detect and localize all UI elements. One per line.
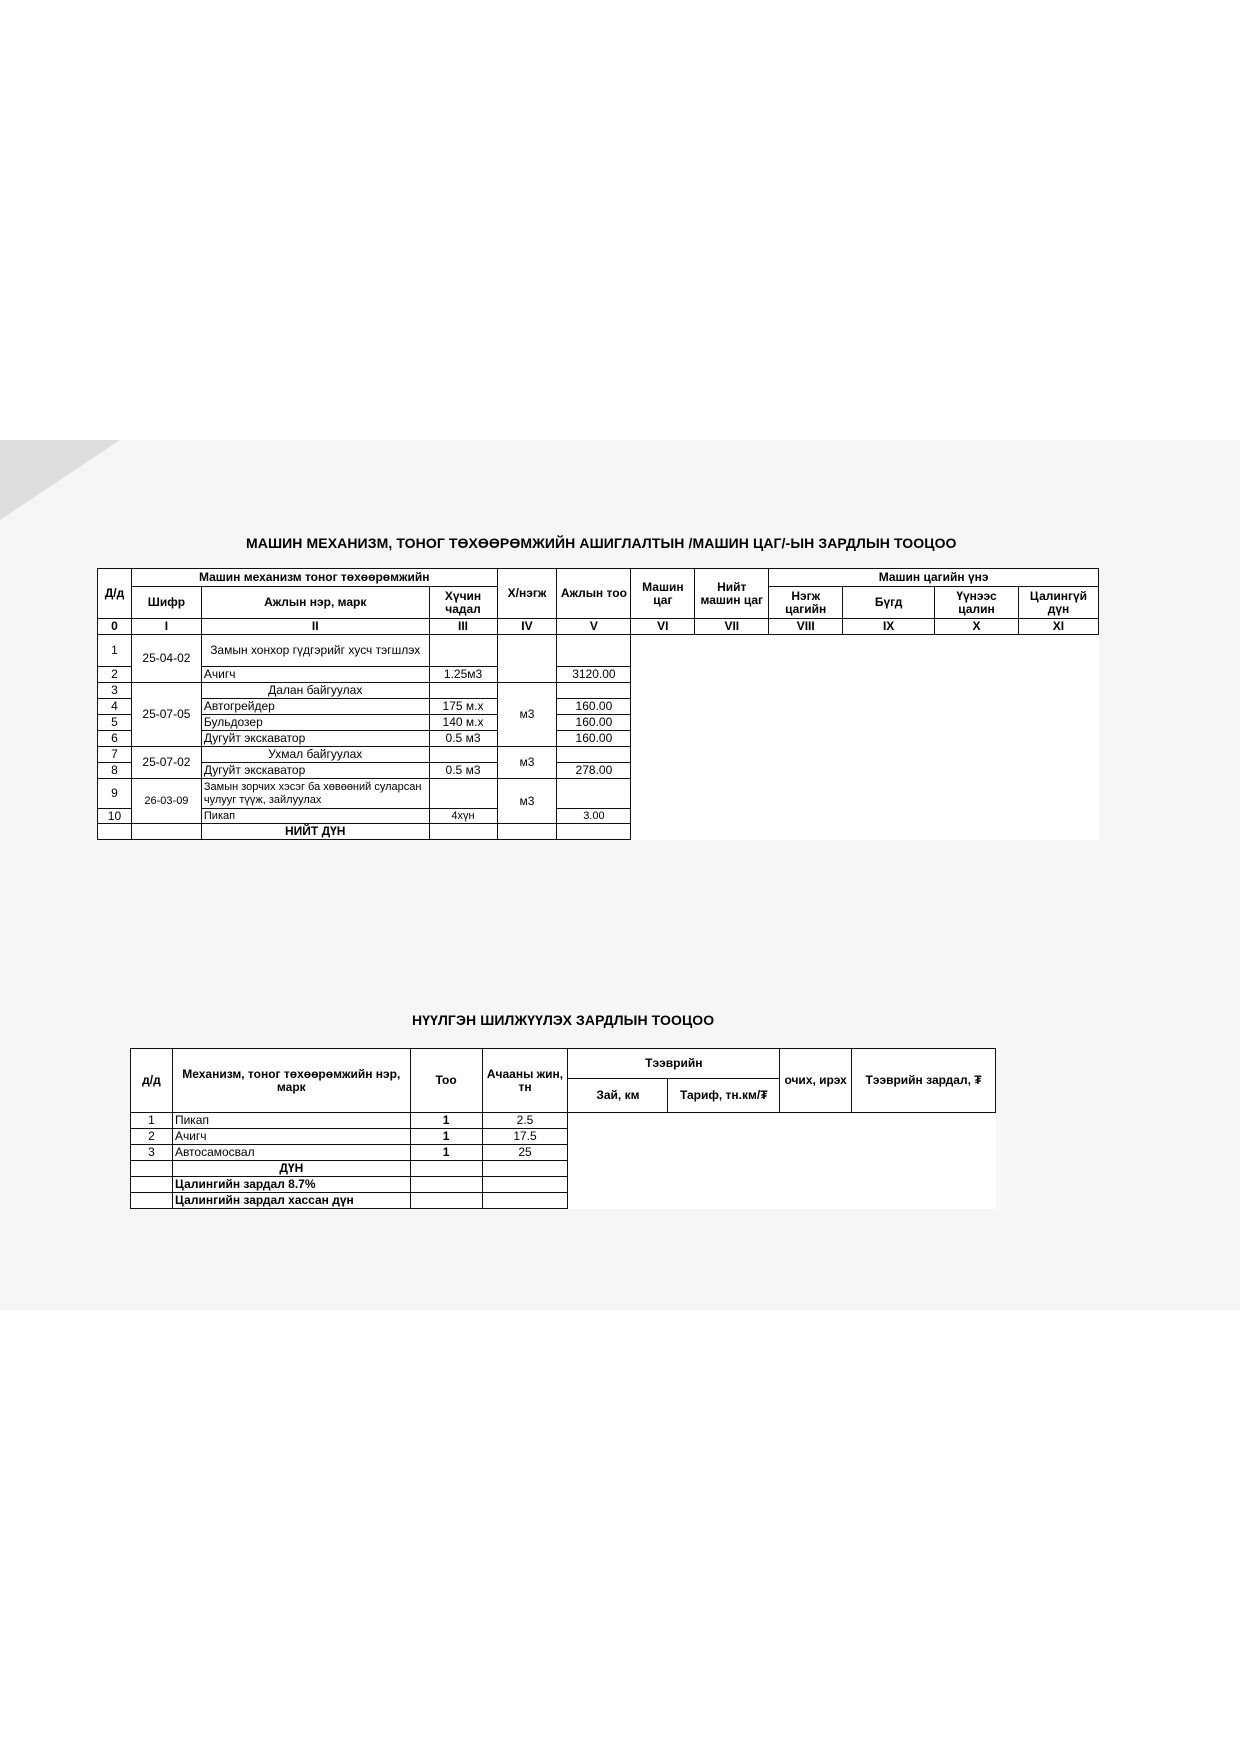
- t2-header-distance: Зай, км: [568, 1079, 668, 1113]
- row-name: Дугуйт экскаватор: [201, 731, 429, 747]
- header-total: Бүгд: [843, 587, 935, 619]
- row-name: Ачигч: [201, 667, 429, 683]
- table-row: [131, 1129, 996, 1145]
- row-amount: 160.00: [557, 715, 631, 731]
- header-unit-price: Нэгж цагийн: [769, 587, 843, 619]
- header-power: Хүчин чадал: [429, 587, 497, 619]
- row-no: 1: [98, 635, 132, 667]
- t2-header-count: Тоо: [410, 1049, 482, 1113]
- table-row: [131, 1113, 996, 1129]
- table-row: [98, 699, 1099, 715]
- row-name: Автогрейдер: [201, 699, 429, 715]
- row-amount: 3120.00: [557, 667, 631, 683]
- header-total-hours: Нийт машин цаг: [695, 569, 769, 619]
- row-shifr: 25-04-02: [131, 635, 201, 683]
- row-shifr: 26-03-09: [131, 779, 201, 824]
- roman-cell: XI: [1018, 619, 1098, 635]
- roman-cell: IX: [843, 619, 935, 635]
- t2-header-weight: Ачааны жин, тн: [482, 1049, 568, 1113]
- t2-row-weight: 2.5: [482, 1113, 568, 1129]
- t2-row-count: 1: [410, 1113, 482, 1129]
- row-power: 1.25м3: [429, 667, 497, 683]
- transport-cost-title: НҮҮЛГЭН ШИЛЖҮҮЛЭХ ЗАРДЛЫН ТООЦОО: [412, 1012, 715, 1028]
- t2-row-no: 3: [131, 1145, 173, 1161]
- machine-cost-table: [97, 568, 1099, 840]
- row-name: Пикап: [201, 809, 429, 824]
- roman-cell: X: [935, 619, 1019, 635]
- wage-total-row: [131, 1193, 996, 1209]
- t2-header-roundtrip: очих, ирэх: [780, 1049, 852, 1113]
- roman-cell: 0: [98, 619, 132, 635]
- sum-row: [131, 1161, 996, 1177]
- row-amount: 160.00: [557, 699, 631, 715]
- total-row: [98, 824, 1099, 840]
- t2-row-count: 1: [410, 1129, 482, 1145]
- row-name: Замын хонхор гүдгэрийг хусч тэгшлэх: [201, 635, 429, 667]
- row-no: 7: [98, 747, 132, 763]
- t2-header-name: Механизм, тоног төхөөрөмжийн нэр, марк: [172, 1049, 410, 1113]
- t2-row-name: Ачигч: [172, 1129, 410, 1145]
- row-name: Ухмал байгуулах: [201, 747, 429, 763]
- row-power: 140 м.х: [429, 715, 497, 731]
- row-no: 8: [98, 763, 132, 779]
- transport-cost-table: [130, 1048, 996, 1209]
- table-row: [98, 731, 1099, 747]
- t2-row-no: 2: [131, 1129, 173, 1145]
- t2-row-weight: 25: [482, 1145, 568, 1161]
- row-power: 4хүн: [429, 809, 497, 824]
- header-without-wage: Цалингүй дүн: [1018, 587, 1098, 619]
- roman-cell: IV: [497, 619, 557, 635]
- roman-cell: VIII: [769, 619, 843, 635]
- t2-header-transport: Тээврийн: [568, 1049, 780, 1079]
- row-name: Дугуйт экскаватор: [201, 763, 429, 779]
- row-power: 175 м.х: [429, 699, 497, 715]
- row-unit: м3: [497, 683, 557, 747]
- row-name: Далан байгуулах: [201, 683, 429, 699]
- table-row: [98, 715, 1099, 731]
- t2-header-cost: Тээврийн зардал, ₮: [852, 1049, 996, 1113]
- page-fold-shadow: [0, 440, 120, 520]
- t2-row-name: Автосамосвал: [172, 1145, 410, 1161]
- roman-cell: V: [557, 619, 631, 635]
- header-name: Ажлын нэр, марк: [201, 587, 429, 619]
- table-row: [98, 779, 1099, 809]
- row-no: 6: [98, 731, 132, 747]
- row-no: 4: [98, 699, 132, 715]
- t2-row-count: 1: [410, 1145, 482, 1161]
- t2-wage-total-label: Цалингийн зардал хассан дүн: [172, 1193, 410, 1209]
- total-label: НИЙТ ДҮН: [201, 824, 429, 840]
- machine-cost-title: МАШИН МЕХАНИЗМ, ТОНОГ ТӨХӨӨРӨМЖИЙН АШИГЛАЛТЫН /МАШИН ЦАГ/-ЫН ЗАРДЛЫН ТООЦОО: [246, 535, 957, 551]
- row-no: 10: [98, 809, 132, 824]
- roman-numeral-row: [98, 619, 1099, 635]
- row-name: Замын зорчих хэсэг ба хөвөөний суларсан чулууг түүж, зайлуулах: [201, 779, 429, 809]
- header-machine-group: Машин механизм тоног төхөөрөмжийн: [131, 569, 497, 587]
- table-row: [98, 635, 1099, 667]
- row-power: 0.5 м3: [429, 763, 497, 779]
- roman-cell: I: [131, 619, 201, 635]
- header-unit: Х/нэгж: [497, 569, 557, 619]
- row-no: 5: [98, 715, 132, 731]
- table-row: [98, 763, 1099, 779]
- row-no: 2: [98, 667, 132, 683]
- t2-row-no: 1: [131, 1113, 173, 1129]
- roman-cell: VI: [631, 619, 695, 635]
- wage-row: [131, 1177, 996, 1193]
- row-shifr: 25-07-02: [131, 747, 201, 779]
- header-price-group: Машин цагийн үнэ: [769, 569, 1099, 587]
- t2-sum-label: ДҮН: [172, 1161, 410, 1177]
- roman-cell: III: [429, 619, 497, 635]
- t2-header-tariff: Тариф, тн.км/₮: [668, 1079, 780, 1113]
- header-with-wage: Үүнээс цалин: [935, 587, 1019, 619]
- header-dd: Д/д: [98, 569, 132, 619]
- row-unit: м3: [497, 779, 557, 824]
- header-shifr: Шифр: [131, 587, 201, 619]
- row-no: 9: [98, 779, 132, 809]
- roman-cell: VII: [695, 619, 769, 635]
- header-machine-hours: Машин цаг: [631, 569, 695, 619]
- t2-row-weight: 17.5: [482, 1129, 568, 1145]
- t2-wage-label: Цалингийн зардал 8.7%: [172, 1177, 410, 1193]
- row-name: Бульдозер: [201, 715, 429, 731]
- row-shifr: 25-07-05: [131, 683, 201, 747]
- table-row: [98, 667, 1099, 683]
- t2-header-dd: д/д: [131, 1049, 173, 1113]
- row-amount: 3.00: [557, 809, 631, 824]
- row-amount: 278.00: [557, 763, 631, 779]
- table-row: [98, 747, 1099, 763]
- row-amount: 160.00: [557, 731, 631, 747]
- row-unit: м3: [497, 747, 557, 779]
- table-row: [131, 1145, 996, 1161]
- table-row: [98, 809, 1099, 824]
- header-amount: Ажлын тоо: [557, 569, 631, 619]
- row-no: 3: [98, 683, 132, 699]
- row-power: 0.5 м3: [429, 731, 497, 747]
- table-row: [98, 683, 1099, 699]
- t2-row-name: Пикап: [172, 1113, 410, 1129]
- roman-cell: II: [201, 619, 429, 635]
